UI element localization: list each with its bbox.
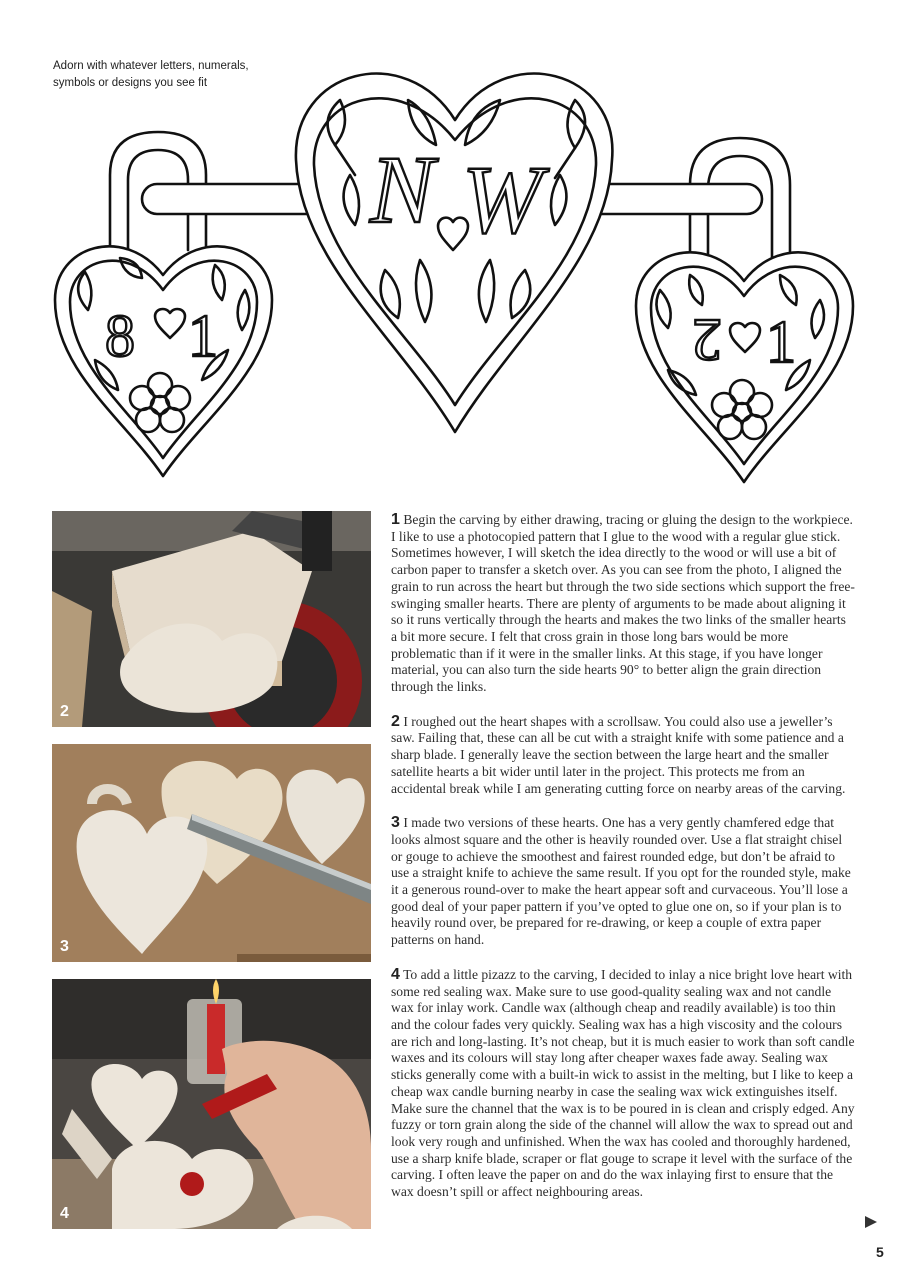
left-numeral-1: 1 <box>188 303 218 369</box>
step-number: 3 <box>391 814 400 832</box>
center-letter-n: N <box>370 136 435 243</box>
step-text: I roughed out the heart shapes with a scrollsaw. You could also use a jeweller’s saw. Failing that, these can all be cut with a straight knife with some patience and a sharp blade. I generally leave the section between the large heart and the smaller satellite hearts a bit wider until later in the project. This protects me from an accidental break while I am generating cutting force on nearby areas of the carving. <box>391 713 846 796</box>
article-body <box>391 512 855 1219</box>
right-numeral-1: 1 <box>766 309 796 375</box>
photo-number: 4 <box>60 1205 69 1222</box>
step-4 <box>391 967 855 1201</box>
heart-padlock-illustration <box>40 50 870 490</box>
step-number: 1 <box>391 511 400 528</box>
photo-step-4 <box>52 979 371 1229</box>
intro-caption: Adorn with whatever letters, numerals, symbols or designs you see fit <box>53 60 249 89</box>
step-number: 4 <box>391 965 400 983</box>
step-1 <box>391 512 855 696</box>
photo-number: 3 <box>60 938 69 955</box>
right-numeral-2: 2 <box>692 307 722 373</box>
step-text: Begin the carving by either drawing, tracing or gluing the design to the workpiece. I like to use a photocopied pattern that I glue to the wood with a regular glue stick. Sometimes however, I will sketch the idea directly to the wood or will use a bit of carbon paper to transfer a sketch over. As you can see from the photo, I aligned the grain to run across the heart but through the two side sections which support the free-swinging smaller hearts. There are plenty of arguments to be made about aligning it so it runs vertically through the hearts and makes the two links of the smaller hearts a bit more secure. I felt that cross grain in those long bars would be more problematic than if it were in the smaller links. At this stage, if you have longer material, you can also turn the side hearts 90° to better align the grain direction through the links. <box>391 512 855 695</box>
step-text: To add a little pizazz to the carving, I decided to inlay a nice bright love heart with some red sealing wax. Make sure to use good-quality sealing wax and not candle wax for inlay work. Candle wax (although cheap and readily available) is too thin and the colour fades very quickly. Sealing wax has a high viscosity and the colours are rich and long-lasting. It’s not cheap, but it is much easier to work than soft candle waxes and its colours will stay long after cheaper waxes fade away. Sealing wax sticks generally come with a built-in wick to assist in the melting, but I like to keep a cheap wax candle burning nearby in case the sealing wax wick extinguishes itself. Make sure the channel that the wax is to be poured in is clean and crisply edged. Any fuzzy or torn grain along the side of the channel will allow the wax to spread out and look very rough and unfinished. When the wax has cooled and thoroughly hardened, use a sharp knife blade, scraper or flat gouge to scrape it level with the surface of the carving. I often leave the paper on and do the wax inlaying first to ensure that the wax doesn’t spill or affect neighbouring areas. <box>391 966 855 1200</box>
photo-step-3 <box>52 744 371 962</box>
step-number: 2 <box>391 712 400 730</box>
step-text: I made two versions of these hearts. One has a very gently chamfered edge that looks almost square and the other is heavily rounded over. Use a flat straight chisel or gouge to achieve the smoothest and fairest rounded edge, but don’t be afraid to use a straight knife to achieve the same result. If you opt for the rounded style, make it a generous round-over to make the heart appear soft and curvaceous. You’ll lose a good deal of your paper pattern if you’ve opted to glue one on, so if your plan is to heavily round over, be prepared for re-drawing, or keep a couple of extra paper patterns on hand. <box>391 815 851 948</box>
photo-number: 2 <box>60 703 69 720</box>
continue-arrow-icon <box>864 1215 878 1229</box>
page-number: 5 <box>876 1244 884 1260</box>
step-3 <box>391 815 855 949</box>
photo-step-2 <box>52 511 371 727</box>
center-letter-w: W <box>462 146 542 253</box>
left-numeral-8: 8 <box>105 303 135 369</box>
step-2 <box>391 714 855 798</box>
